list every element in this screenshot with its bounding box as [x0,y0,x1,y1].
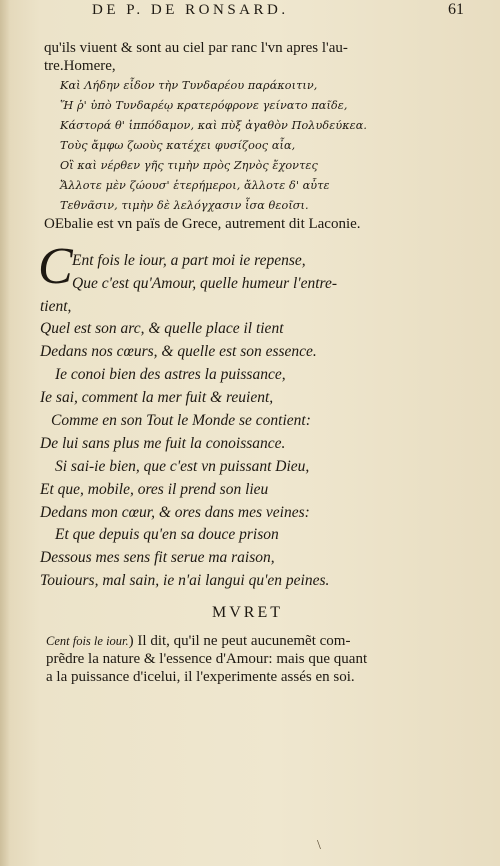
greek-verse-line: Ἄλλοτε μὲν ζώουσ' ἑτερήμεροι, ἄλλοτε δ' αὖτε [60,179,330,192]
sonnet-line-continuation: tient, [40,298,72,315]
greek-verse-line: Οἳ καὶ νέρθεν γῆς τιμὴν πρὸς Ζηνὸς ἔχοντες [60,159,318,172]
sonnet-line: Dedans nos cœurs, & quelle est son essence. [40,343,317,360]
sonnet-line: Ie sai, comment la mer fuit & reuient, [40,389,274,406]
sonnet-line: Que c'est qu'Amour, quelle humeur l'entre- [72,275,338,292]
commentary-line: a la puissance d'icelui, il l'experimente assés en soi. [46,669,355,685]
greek-verse-line: Ἥ ῥ' ὑπὸ Τυνδαρέῳ κρατερόφρονε γείνατο παῖδε, [60,99,348,112]
sonnet-line: Ie conoi bien des astres la puissance, [55,366,286,383]
commentary-heading: MVRET [212,604,283,621]
drop-cap: C [38,238,73,295]
sonnet-line: Quel est son arc, & quelle place il tient [40,320,284,337]
sonnet-line-1: Ent fois le iour, a part moi ie repense, [72,252,306,269]
commentary-line-2: tre.Homere, [44,58,116,74]
commentary-note: OEbalie est vn païs de Grece, autrement dit Laconie. [44,216,361,232]
sonnet-line: Et que, mobile, ores il prend son lieu [40,481,269,498]
sonnet-line: Comme en son Tout le Monde se contient: [51,412,311,429]
greek-verse-line: Καὶ Λήδην εἶδον τὴν Τυνδαρέου παράκοιτιν, [60,79,318,92]
sonnet-line: Dessous mes sens fit serue ma raison, [40,549,275,566]
greek-verse-line: Τεθνᾶσιν, τιμὴν δὲ λελόγχασιν ἶσα θεοῖσι. [60,199,309,212]
commentary-line: prẽdre la nature & l'essence d'Amour: mais que quant [46,651,368,667]
sonnet-line: Touiours, mal sain, ie n'ai langui qu'en peines. [40,572,330,589]
greek-verse-line: Τοὺς ἄμφω ζωοὺς κατέχει φυσίζοος αἶα, [60,139,296,152]
running-head: DE P. DE RONSARD. [92,2,289,18]
greek-verse-line: Κάστορά θ' ἱππόδαμον, καὶ πὺξ ἀγαθὸν Πολυδεύκεα. [60,119,368,132]
sonnet-line: Si sai-ie bien, que c'est vn puissant Dieu, [55,458,310,475]
commentary-text: ) Il dit, qu'il ne peut aucunemẽt com- [128,633,351,649]
catchword-mark: \ [317,838,321,853]
sonnet-line: Et que depuis qu'en sa douce prison [55,526,279,543]
commentary-line-1: qu'ils viuent & sont au ciel par ranc l'vn apres l'au- [44,40,348,56]
lemma: Cent fois le iour. [46,634,129,648]
commentary-line-with-lemma [46,633,350,650]
sonnet-line: De lui sans plus me fuit la conoissance. [40,435,286,452]
page-number: 61 [448,1,464,18]
sonnet-line: Dedans mon cœur, & ores dans mes veines: [40,504,310,521]
